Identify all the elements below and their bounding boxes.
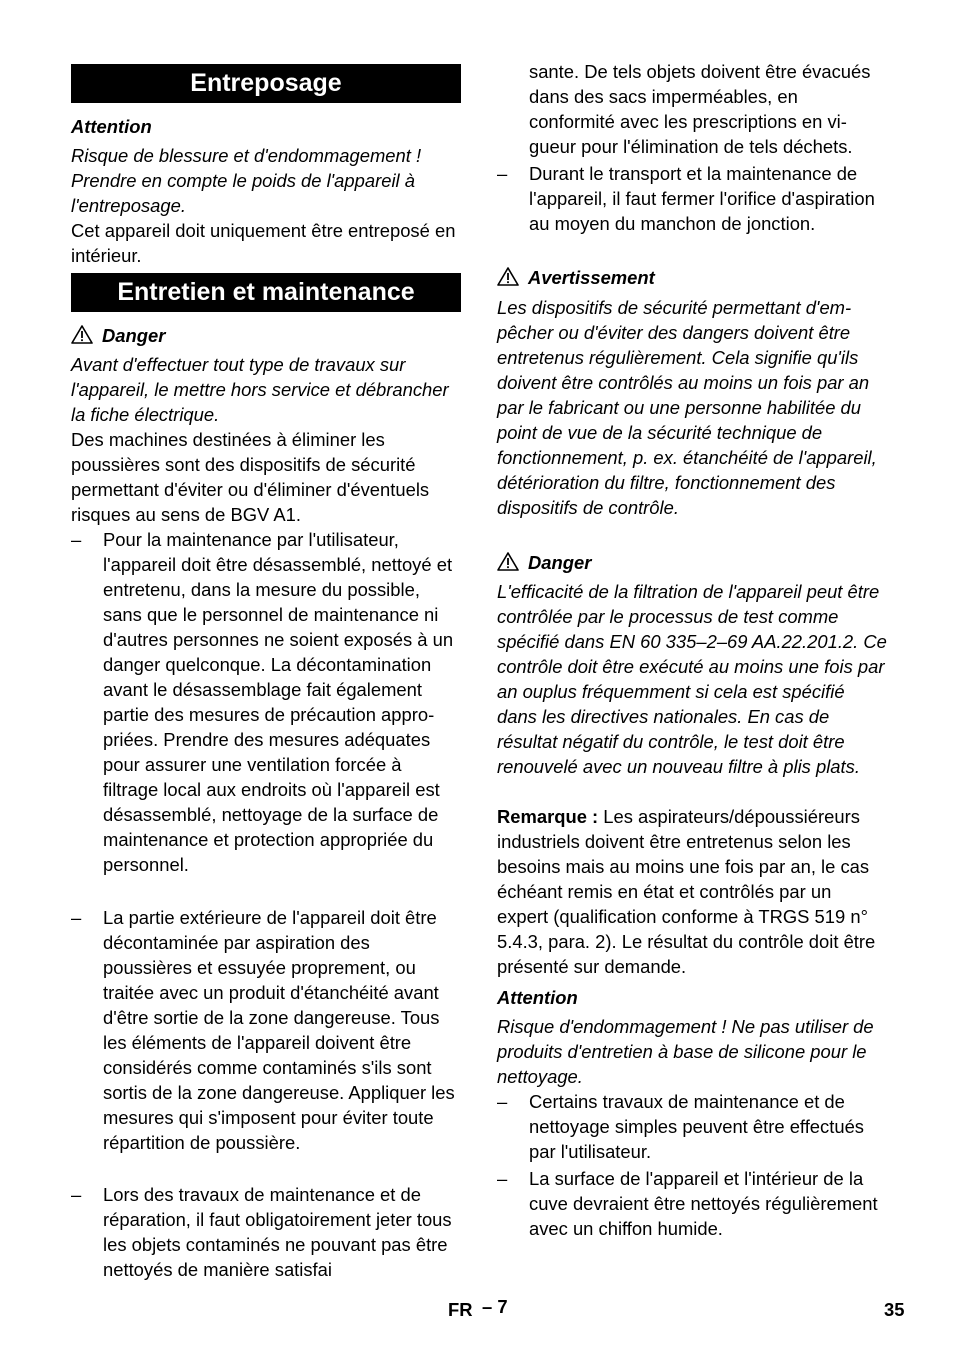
list-dash: –	[497, 1091, 508, 1112]
danger-label-text: Danger	[528, 552, 592, 573]
footer-language: FR	[448, 1299, 473, 1320]
section-heading-entreposage: Entreposage	[71, 64, 461, 103]
danger-label	[497, 550, 887, 575]
list-dash: –	[497, 163, 508, 184]
list-item-text: La surface de l'appareil et l'intérieur de la cuve devraient être nettoyés régulièrement avec un chiffon humide.	[529, 1168, 878, 1239]
list-dash: –	[71, 529, 82, 550]
list-item-text: La partie extérieure de l'appareil doit être décontaminée par aspiration des poussières et essuyée proprement, ou traitée avec un produit d'étanchéité avant d'être sortie de la zone dangereuse. Tous les éléments de l'appareil doivent être considérés comme contaminés s'ils sont sortis de la zone dangereuse. Appliquer les mesures qui s'imposent pour éviter toute répartition de poussière.	[103, 907, 455, 1153]
section-heading-entretien: Entretien et maintenance	[71, 273, 461, 312]
attention-label: Attention	[71, 116, 152, 137]
attention-text: Risque de blessure et d'endommagement ! Prendre en compte le poids de l'appareil à l'entreposage.	[71, 145, 422, 216]
warning-triangle-icon	[497, 552, 519, 571]
danger-text: Avant d'effectuer tout type de travaux sur l'appareil, le mettre hors service et débrancher la fiche électrique.	[71, 354, 449, 425]
avertissement-text: Les dispositifs de sécurité permettant d'empêcher ou d'éviter des dangers doivent être entretenus régulièrement. Cela signifie qu'ils doivent être contrôlés au moins un fois par an par le fabricant ou une personne habilitée du point de vue de la sécurité technique de fonctionnement, p. ex. étanchéité de l'appareil, détérioration du filtre, fonctionnement des dispositifs de contrôle.	[497, 297, 877, 518]
continued-list-text: sante. De tels objets doivent être évacués dans des sacs imperméables, en conformité avec les prescriptions en vigueur pour l'élimination de tels déchets.	[529, 61, 871, 157]
storage-paragraph: Cet appareil doit uniquement être entreposé en intérieur.	[71, 220, 456, 266]
list-dash: –	[497, 1168, 508, 1189]
page-number: 35	[884, 1299, 905, 1320]
list-item-text: Pour la maintenance par l'utilisateur, l'appareil doit être désassemblé, nettoyé et entretenu, dans la mesure du possible, sans que le personnel de maintenance ni d'autres personnes ne soient exposés à un danger quelconque. La décontamination avant le désassemblage fait également partie des mesures de précaution appropriées. Prendre des mesures adéquates pour assurer une ventilation forcée à filtrage local aux endroits où l'appareil est désassemblé, nettoyage de la surface de maintenance et protection appropriée du personnel.	[103, 529, 454, 875]
avertissement-label-text: Avertissement	[528, 267, 655, 288]
warning-triangle-icon	[71, 325, 93, 344]
list-item-text: Durant le transport et la maintenance de l'appareil, il faut fermer l'orifice d'aspiration au moyen du manchon de jonction.	[529, 163, 875, 234]
remarque-text: Les aspirateurs/dépoussiéreurs industriels doivent être entretenus selon les besoins mais au moins une fois par an, le cas échéant remis en état et contrôlés par un expert (qualification conforme à TRGS 519 n° 5.4.3, para. 2). Le résultat du contrôle doit être présenté sur demande.	[497, 806, 876, 977]
list-item-text: Lors des travaux de maintenance et de réparation, il faut obligatoirement jeter tous les objets contaminés ne pouvant pas être nettoyés de manière satisfai	[103, 1184, 452, 1280]
warning-triangle-icon	[497, 267, 519, 286]
footer-section-number: – 7	[482, 1296, 508, 1317]
list-dash: –	[71, 907, 82, 928]
danger-text: L'efficacité de la filtration de l'appareil peut être contrôlée par le processus de test comme spécifié dans EN 60 335–2–69 AA.22.201.2. Ce contrôle doit être exécuté au moins une fois par an ouplus fréquemment si cela est spécifié dans les directives nationales. En cas de résultat négatif du contrôle, le test doit être renouvelé avec un nouveau filtre à plis plats.	[497, 581, 887, 777]
avertissement-label	[497, 265, 887, 290]
remarque-paragraph	[497, 804, 887, 979]
attention-text: Risque d'endommagement ! Ne pas utiliser de produits d'entretien à base de silicone pour le nettoyage.	[497, 1016, 874, 1087]
remarque-label: Remarque :	[497, 806, 599, 827]
machines-paragraph: Des machines destinées à éliminer les poussières sont des dispositifs de sécurité permettant d'éviter ou d'éliminer d'éventuels risques au sens de BGV A1.	[71, 429, 430, 525]
danger-label-text: Danger	[102, 325, 166, 346]
danger-label	[71, 323, 461, 348]
attention-label: Attention	[497, 987, 578, 1008]
list-dash: –	[71, 1184, 82, 1205]
list-item-text: Certains travaux de maintenance et de nettoyage simples peuvent être effectués par l'utilisateur.	[529, 1091, 864, 1162]
